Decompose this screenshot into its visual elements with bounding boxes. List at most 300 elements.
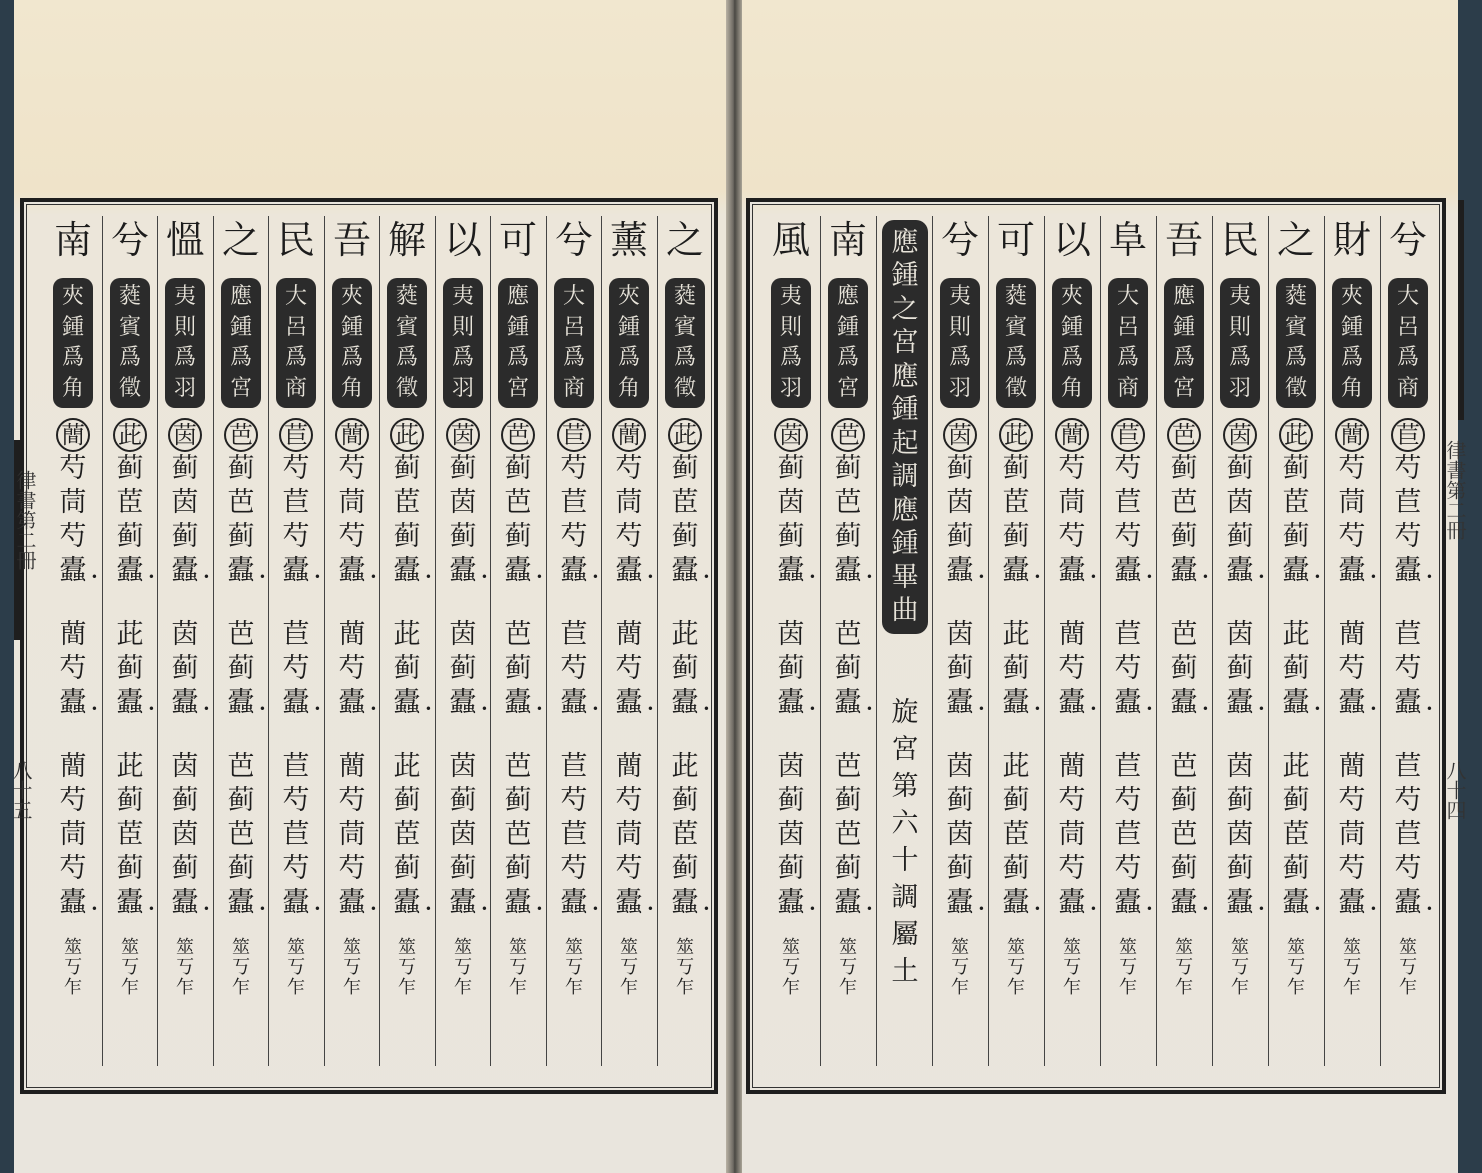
notation-character [1157, 618, 1211, 652]
notation-glyph: 芍 [1058, 453, 1086, 484]
instrument-mark [46, 938, 100, 998]
notation-glyph: 芭 [501, 418, 535, 452]
mode-label-character: 羽 [1228, 375, 1251, 401]
music-column [213, 216, 268, 1066]
instrument-mark-character: 乍 [454, 977, 472, 998]
notation-character [1157, 520, 1211, 554]
notation-character [1325, 686, 1379, 720]
notation-glyph: 蓟 [671, 453, 699, 484]
notation-character [214, 686, 268, 720]
notation-character [1157, 784, 1211, 818]
notation-character [821, 886, 875, 920]
instrument-mark [821, 938, 875, 998]
notation-character [764, 554, 818, 588]
mode-label-character: 羽 [451, 375, 474, 401]
mode-label-character: 爲 [1340, 345, 1363, 371]
mode-label-character: 夷 [173, 284, 196, 310]
notation-glyph: 蓟 [1226, 785, 1254, 816]
notation-character [989, 554, 1043, 588]
notation-character [214, 852, 268, 886]
instrument-mark-character: 筮 [565, 937, 583, 958]
mode-label [609, 278, 649, 408]
notation-group [436, 418, 490, 920]
notation-character [764, 618, 818, 652]
notation-glyph: 芍 [560, 853, 588, 884]
notation-glyph: 蠹 [777, 687, 805, 718]
notation-character [158, 818, 212, 852]
instrument-mark-character: 丂 [454, 957, 472, 978]
notation-glyph: 蠹 [449, 887, 477, 918]
notation-character [602, 618, 656, 652]
instrument-mark [1269, 938, 1323, 998]
notation-glyph: 芍 [1338, 653, 1366, 684]
notation-character [1045, 818, 1099, 852]
lyric-character: 可 [996, 218, 1035, 262]
notation-glyph: 茈 [1282, 751, 1310, 782]
notation-character [1325, 784, 1379, 818]
notation-character [46, 852, 100, 886]
subtitle-character: 十 [891, 845, 919, 876]
notation-glyph: 蠹 [116, 887, 144, 918]
notation-glyph: 蠹 [171, 687, 199, 718]
notation-character [436, 886, 490, 920]
notation-glyph: 茞 [116, 487, 144, 518]
mode-label-character: 賓 [118, 314, 141, 340]
notation-character [491, 452, 545, 486]
notation-character [1101, 486, 1155, 520]
notation-glyph: 苣 [1394, 487, 1422, 518]
mode-title-column [876, 216, 933, 1066]
left-folio [10, 760, 32, 820]
notation-glyph: 蠹 [834, 687, 862, 718]
instrument-mark-character: 筮 [1343, 937, 1361, 958]
instrument-mark-character: 乍 [1063, 977, 1081, 998]
mode-label [996, 278, 1036, 408]
notation-glyph: 芭 [1170, 619, 1198, 650]
notation-character [46, 418, 100, 452]
notation-glyph: 蓟 [1282, 653, 1310, 684]
mode-label [1220, 278, 1260, 408]
notation-character [436, 618, 490, 652]
music-column [1380, 216, 1435, 1066]
notation-glyph: 茈 [671, 751, 699, 782]
instrument-mark-character: 乍 [509, 977, 527, 998]
subtitle-character: 六 [891, 808, 919, 839]
music-column [601, 216, 656, 1066]
notation-character [380, 750, 434, 784]
mode-label-character: 鍾 [506, 314, 529, 340]
notation-glyph: 蓟 [946, 653, 974, 684]
music-column [657, 216, 712, 1066]
mode-label-character: 呂 [562, 314, 585, 340]
mode-subtitle [892, 694, 919, 990]
notation-character [658, 486, 712, 520]
notation-character [269, 852, 323, 886]
notation-glyph: 芍 [1394, 853, 1422, 884]
notation-character [269, 784, 323, 818]
mode-label-character: 徵 [118, 375, 141, 401]
notation-glyph: 蕳 [59, 619, 87, 650]
notation-glyph: 芍 [1058, 785, 1086, 816]
mode-label-character: 鍾 [340, 314, 363, 340]
notation-glyph: 蠹 [504, 687, 532, 718]
mode-label-character: 爲 [1172, 345, 1195, 371]
notation-glyph: 芍 [282, 653, 310, 684]
notation-character [1157, 852, 1211, 886]
notation-character [214, 784, 268, 818]
notation-glyph: 芍 [338, 521, 366, 552]
notation-glyph: 蓟 [946, 453, 974, 484]
notation-glyph: 芍 [282, 521, 310, 552]
music-column [764, 216, 818, 1066]
mode-label-character: 大 [1116, 284, 1139, 310]
notation-glyph: 蕳 [615, 619, 643, 650]
lyric-character: 可 [498, 218, 537, 262]
notation-glyph: 蠹 [1058, 687, 1086, 718]
instrument-mark-character: 乍 [121, 977, 139, 998]
notation-character [269, 750, 323, 784]
instrument-mark-character: 筮 [1175, 937, 1193, 958]
instrument-mark-character: 丂 [565, 957, 583, 978]
mode-label [1332, 278, 1372, 408]
notation-glyph: 蓟 [449, 653, 477, 684]
notation-character [1101, 886, 1155, 920]
notation-glyph: 芍 [615, 521, 643, 552]
notation-glyph: 茞 [1282, 819, 1310, 850]
notation-glyph: 茼 [338, 819, 366, 850]
mode-label-character: 角 [61, 375, 84, 401]
notation-glyph: 茞 [1282, 487, 1310, 518]
mode-label [387, 278, 427, 408]
mode-label-character: 應 [229, 284, 252, 310]
notation-glyph: 芍 [59, 653, 87, 684]
notation-glyph: 蠹 [59, 555, 87, 586]
notation-character [325, 554, 379, 588]
notation-character [658, 852, 712, 886]
notation-character [658, 750, 712, 784]
notation-character [764, 750, 818, 784]
instrument-mark [214, 938, 268, 998]
notation-character [1045, 520, 1099, 554]
instrument-mark-character: 丂 [839, 957, 857, 978]
subtitle-character: 旋 [891, 697, 919, 728]
mode-label [771, 278, 811, 408]
notation-character [1101, 452, 1155, 486]
instrument-mark-character: 丂 [1007, 957, 1025, 978]
mode-label [53, 278, 93, 408]
notation-character [269, 818, 323, 852]
mode-label-character: 角 [617, 375, 640, 401]
notation-glyph: 蠹 [449, 555, 477, 586]
notation-glyph: 苣 [1394, 819, 1422, 850]
mode-label [1164, 278, 1204, 408]
instrument-mark-character: 丂 [64, 957, 82, 978]
notation-glyph: 芭 [834, 487, 862, 518]
mode-label-character: 大 [1396, 284, 1419, 310]
instrument-mark-character: 丂 [287, 957, 305, 978]
notation-glyph: 茵 [1226, 487, 1254, 518]
notation-glyph: 蠹 [1058, 555, 1086, 586]
right-edge-rule [1458, 200, 1464, 420]
notation-glyph: 蓟 [116, 785, 144, 816]
notation-glyph: 蓟 [1002, 453, 1030, 484]
notation-character [46, 784, 100, 818]
notation-glyph: 蕳 [612, 418, 646, 452]
notation-glyph: 蠹 [1002, 887, 1030, 918]
mode-label-character: 爲 [118, 345, 141, 371]
instrument-mark [380, 938, 434, 998]
mode-label-character: 呂 [1116, 314, 1139, 340]
notation-character [1213, 852, 1267, 886]
notation-character [380, 554, 434, 588]
mode-label-character: 爲 [1004, 345, 1027, 371]
notation-character [1045, 554, 1099, 588]
notation-character [821, 486, 875, 520]
notation-character [933, 784, 987, 818]
notation-character [491, 486, 545, 520]
instrument-mark-character: 筮 [121, 937, 139, 958]
notation-glyph: 蓟 [671, 653, 699, 684]
notation-character [325, 686, 379, 720]
title-character: 起 [891, 427, 919, 459]
notation-glyph: 蕳 [56, 418, 90, 452]
notation-glyph: 蓟 [393, 453, 421, 484]
notation-character [214, 818, 268, 852]
notation-glyph: 苣 [1114, 487, 1142, 518]
notation-glyph: 蠹 [1170, 555, 1198, 586]
notation-glyph: 蓟 [116, 653, 144, 684]
instrument-mark-character: 筮 [232, 937, 250, 958]
notation-glyph: 蠹 [227, 555, 255, 586]
notation-glyph: 蠹 [671, 687, 699, 718]
mode-label-character: 爲 [836, 345, 859, 371]
notation-glyph: 芍 [615, 453, 643, 484]
notation-character [989, 618, 1043, 652]
notation-glyph: 茼 [615, 819, 643, 850]
notation-character [1269, 618, 1323, 652]
notation-glyph: 芍 [1114, 521, 1142, 552]
notation-glyph: 蠹 [615, 555, 643, 586]
music-column [157, 216, 212, 1066]
notation-glyph: 苣 [282, 751, 310, 782]
mode-label-character: 蕤 [1004, 284, 1027, 310]
notation-glyph: 蓟 [504, 785, 532, 816]
notation-character [325, 818, 379, 852]
notation-character [1101, 784, 1155, 818]
notation-glyph: 蓟 [671, 521, 699, 552]
lyric-character: 南 [53, 218, 92, 262]
instrument-mark [158, 938, 212, 998]
mode-label-character: 蕤 [673, 284, 696, 310]
lyric-character: 風 [771, 218, 810, 262]
music-column [932, 216, 987, 1066]
notation-glyph: 芭 [504, 619, 532, 650]
notation-glyph: 蠹 [1058, 887, 1086, 918]
notation-character [46, 554, 100, 588]
notation-character [764, 452, 818, 486]
notation-group [1045, 418, 1099, 920]
notation-glyph: 芭 [227, 819, 255, 850]
mode-label-character: 蕤 [1284, 284, 1307, 310]
notation-character [658, 784, 712, 818]
notation-group [158, 418, 212, 920]
notation-character [1157, 750, 1211, 784]
music-column [1156, 216, 1211, 1066]
title-character: 鍾 [891, 394, 919, 426]
notation-character [380, 520, 434, 554]
notation-character [214, 886, 268, 920]
instrument-mark-character: 丂 [1343, 957, 1361, 978]
notation-glyph: 蓟 [1226, 521, 1254, 552]
notation-character [436, 418, 490, 452]
notation-glyph: 芍 [59, 785, 87, 816]
notation-character [491, 750, 545, 784]
notation-glyph: 蓟 [1226, 653, 1254, 684]
instrument-mark-character: 筮 [1231, 937, 1249, 958]
notation-glyph: 茞 [393, 819, 421, 850]
notation-character [1045, 418, 1099, 452]
notation-character [46, 886, 100, 920]
notation-glyph: 苣 [560, 619, 588, 650]
notation-character [821, 686, 875, 720]
notation-character [658, 520, 712, 554]
notation-group [1101, 418, 1155, 920]
lyric-character: 之 [1276, 218, 1315, 262]
notation-character [658, 418, 712, 452]
notation-glyph: 蠹 [116, 555, 144, 586]
lyric-character: 兮 [1388, 218, 1427, 262]
notation-character [380, 852, 434, 886]
mode-label-character: 宮 [506, 375, 529, 401]
instrument-mark-character: 乍 [176, 977, 194, 998]
notation-character [436, 652, 490, 686]
notation-glyph: 芍 [1394, 653, 1422, 684]
instrument-mark-character: 乍 [782, 977, 800, 998]
mode-label-character: 夷 [948, 284, 971, 310]
notation-glyph: 蓟 [449, 453, 477, 484]
notation-glyph: 茵 [449, 751, 477, 782]
notation-glyph: 茈 [393, 619, 421, 650]
notation-glyph: 茞 [671, 819, 699, 850]
notation-character [989, 784, 1043, 818]
notation-glyph: 蓟 [1170, 521, 1198, 552]
music-column [1044, 216, 1099, 1066]
notation-character [269, 686, 323, 720]
notation-glyph: 茞 [393, 487, 421, 518]
instrument-mark-character: 丂 [398, 957, 416, 978]
instrument-mark-character: 筮 [782, 937, 800, 958]
mode-label-character: 爲 [229, 345, 252, 371]
notation-character [491, 852, 545, 886]
notation-glyph: 芭 [834, 619, 862, 650]
lyric-character: 以 [443, 218, 482, 262]
notation-glyph: 芍 [59, 853, 87, 884]
notation-character [547, 784, 601, 818]
notation-character [1325, 886, 1379, 920]
notation-glyph: 茵 [1223, 418, 1257, 452]
notation-character [325, 418, 379, 452]
mode-label-character: 爲 [1228, 345, 1251, 371]
notation-glyph: 芍 [282, 453, 310, 484]
notation-character [269, 554, 323, 588]
music-column [1212, 216, 1267, 1066]
notation-character [380, 652, 434, 686]
notation-glyph: 蓟 [1002, 653, 1030, 684]
mode-label-character: 商 [284, 375, 307, 401]
notation-glyph: 茵 [946, 819, 974, 850]
instrument-mark-character: 丂 [232, 957, 250, 978]
notation-glyph: 蠹 [1338, 687, 1366, 718]
notation-character [325, 750, 379, 784]
notation-character [269, 886, 323, 920]
notation-glyph: 茼 [59, 487, 87, 518]
right-edge-label [1444, 440, 1466, 540]
notation-glyph: 蓟 [671, 785, 699, 816]
notation-glyph: 蠹 [1282, 887, 1310, 918]
notation-character [1045, 784, 1099, 818]
notation-group [1157, 418, 1211, 920]
notation-glyph: 茵 [449, 619, 477, 650]
mode-label-character: 夾 [61, 284, 84, 310]
notation-glyph: 芍 [282, 853, 310, 884]
notation-character [602, 886, 656, 920]
mode-label [828, 278, 868, 408]
mode-label-character: 商 [562, 375, 585, 401]
mode-label-character: 徵 [1004, 375, 1027, 401]
notation-glyph: 芍 [615, 785, 643, 816]
notation-character [1381, 686, 1435, 720]
instrument-mark-character: 乍 [1007, 977, 1025, 998]
notation-character [1101, 652, 1155, 686]
notation-character [1381, 818, 1435, 852]
notation-glyph: 芍 [1338, 453, 1366, 484]
title-character: 鍾 [891, 260, 919, 292]
notation-glyph: 苣 [1394, 751, 1422, 782]
notation-character [547, 520, 601, 554]
notation-glyph: 芍 [1114, 853, 1142, 884]
notation-glyph: 苣 [560, 751, 588, 782]
notation-glyph: 蓟 [1002, 521, 1030, 552]
notation-character [989, 520, 1043, 554]
lyric-character: 兮 [940, 218, 979, 262]
notation-character [491, 818, 545, 852]
notation-character [103, 784, 157, 818]
notation-glyph: 蓟 [1170, 785, 1198, 816]
notation-group [214, 418, 268, 920]
notation-glyph: 蠹 [1226, 887, 1254, 918]
instrument-mark-character: 筮 [1063, 937, 1081, 958]
notation-character [1269, 886, 1323, 920]
notation-glyph: 茞 [1002, 487, 1030, 518]
notation-character [1157, 818, 1211, 852]
notation-group [1269, 418, 1323, 920]
notation-character [325, 852, 379, 886]
mode-label-character: 爲 [61, 345, 84, 371]
notation-character [158, 686, 212, 720]
notation-glyph: 蓟 [449, 521, 477, 552]
lyric-character: 之 [665, 218, 704, 262]
instrument-mark [269, 938, 323, 998]
notation-glyph: 蓟 [1170, 853, 1198, 884]
mode-label-character: 羽 [173, 375, 196, 401]
instrument-mark-character: 丂 [951, 957, 969, 978]
notation-character [1325, 750, 1379, 784]
notation-glyph: 茼 [1338, 819, 1366, 850]
music-column [379, 216, 434, 1066]
notation-glyph: 蓟 [393, 785, 421, 816]
notation-glyph: 茵 [777, 819, 805, 850]
instrument-mark-character: 筮 [1007, 937, 1025, 958]
